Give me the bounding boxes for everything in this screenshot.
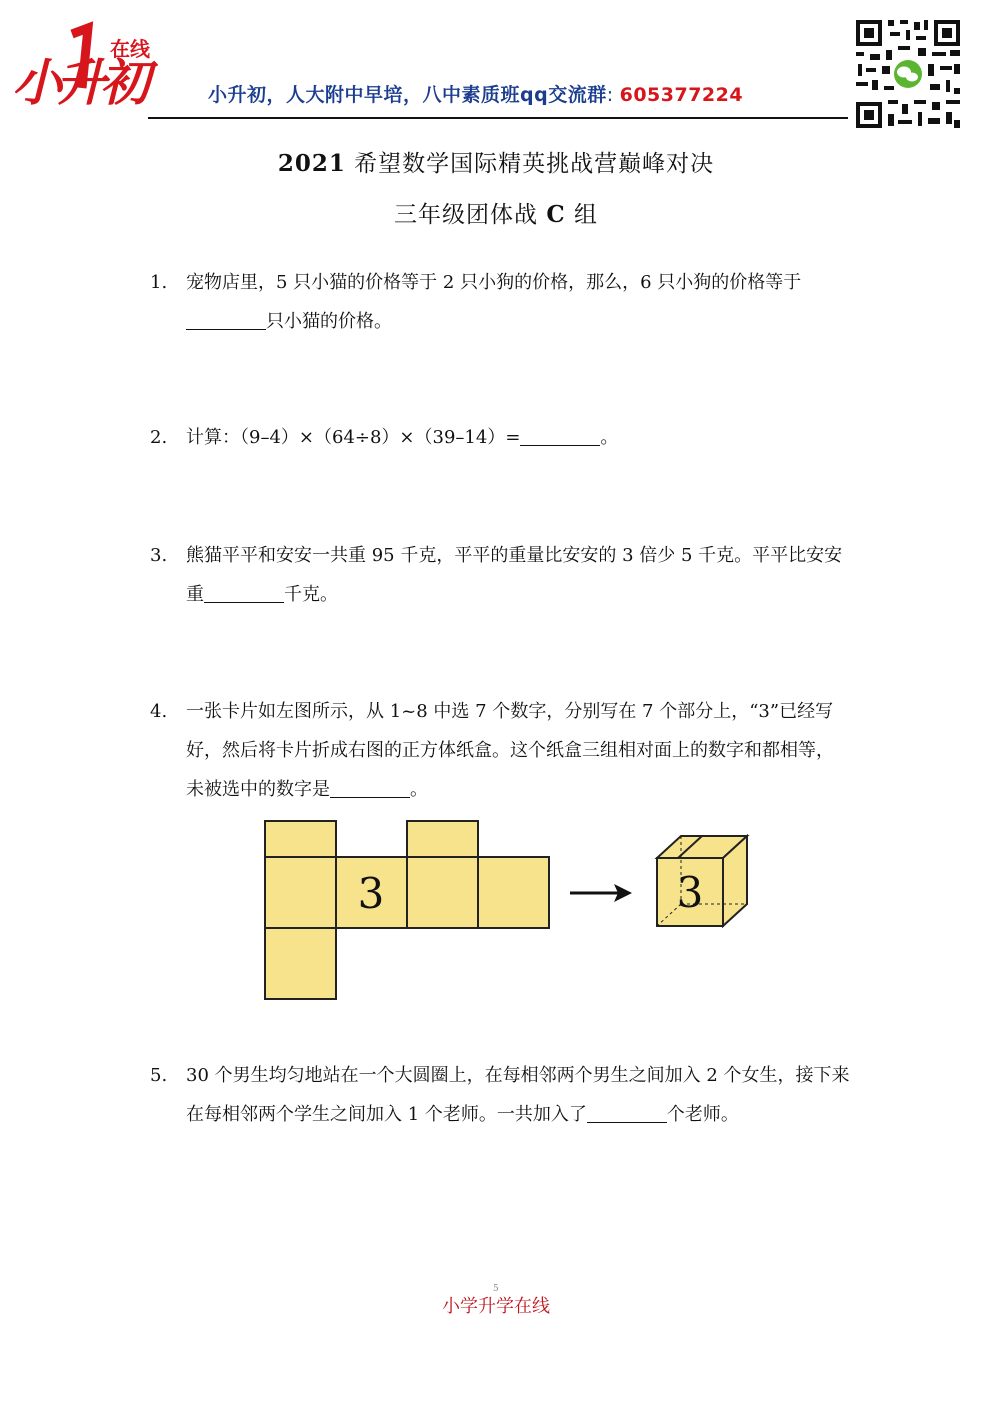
net-face-left bbox=[265, 857, 336, 928]
question-1 bbox=[150, 263, 850, 341]
question-text: 宠物店里，5 只小猫的价格等于 2 只小狗的价格，那么，6 只小狗的价格等于 bbox=[186, 272, 802, 293]
answer-blank[interactable] bbox=[330, 775, 410, 798]
question-number: 4. bbox=[150, 701, 168, 722]
answer-blank[interactable] bbox=[204, 580, 284, 603]
page-subtitle bbox=[0, 196, 992, 229]
xiaoshengchu-logo bbox=[10, 18, 170, 108]
cube-label: 3 bbox=[676, 868, 704, 917]
net-label: 3 bbox=[357, 869, 385, 918]
qr-code-icon bbox=[852, 16, 964, 132]
footer-text: 小学升学在线 bbox=[442, 1296, 550, 1317]
question-text: 熊猫平平和安安一共重 95 千克，平平的重量比安安的 3 倍少 5 千克。平平比安安重 bbox=[186, 545, 843, 605]
question-text-after: 。 bbox=[600, 427, 619, 448]
title-text: 希望数学国际精英挑战营巅峰对决 bbox=[345, 151, 715, 177]
net-face-right bbox=[478, 857, 549, 928]
question-3 bbox=[150, 536, 850, 614]
logo-sub-text: 在线 bbox=[110, 37, 150, 61]
question-text-after: 个老师。 bbox=[666, 1104, 739, 1125]
question-5 bbox=[150, 1056, 850, 1134]
cube-net-figure bbox=[262, 818, 762, 1004]
question-2 bbox=[150, 418, 850, 457]
question-number: 3. bbox=[150, 545, 168, 566]
subtitle-part-a: 三年级团体战 bbox=[394, 202, 547, 228]
header-banner bbox=[208, 80, 743, 107]
header-rule bbox=[148, 117, 848, 119]
net-face-top-left bbox=[265, 821, 336, 857]
answer-blank[interactable] bbox=[520, 423, 600, 446]
answer-blank[interactable] bbox=[587, 1100, 667, 1123]
subtitle-part-c: 组 bbox=[565, 202, 598, 228]
question-number: 2. bbox=[150, 427, 168, 448]
banner-text: 小升初，人大附中早培，八中素质班qq交流群 bbox=[208, 84, 607, 106]
answer-blank[interactable] bbox=[186, 307, 266, 330]
logo-main-text: 小升初 bbox=[12, 54, 144, 108]
net-face-middle bbox=[407, 857, 478, 928]
question-text: 计算：（9–4）×（64÷8）×（39–14）= bbox=[186, 427, 521, 448]
subtitle-group-letter: C bbox=[546, 201, 566, 228]
net-faces bbox=[265, 821, 549, 999]
banner-colon: : bbox=[606, 84, 614, 106]
question-text-after: 千克。 bbox=[284, 584, 338, 605]
banner-qq-number: 605377224 bbox=[619, 84, 744, 106]
question-text: 30 个男生均匀地站在一个大圆圈上，在每相邻两个男生之间加入 2 个女生，接下来在每相邻两个学生之间加入 1 个老师。一共加入了 bbox=[186, 1065, 850, 1125]
question-text-after: 。 bbox=[410, 779, 428, 800]
question-number: 5. bbox=[150, 1065, 168, 1086]
question-4 bbox=[150, 692, 850, 809]
question-text-after: 只小猫的价格。 bbox=[266, 311, 392, 332]
title-year: 2021 bbox=[277, 150, 346, 177]
page-title bbox=[0, 145, 992, 178]
net-face-top-right bbox=[407, 821, 478, 857]
question-number: 1. bbox=[150, 272, 168, 293]
net-face-bottom bbox=[265, 928, 336, 999]
question-text: 一张卡片如左图所示，从 1~8 中选 7 个数字，分别写在 7 个部分上，“3”已经写好，然后将卡片折成右图的正方体纸盒。这个纸盒三组相对面上的数字和都相等，未被选中的数字是 bbox=[186, 701, 834, 800]
page-number: 5 bbox=[493, 1284, 499, 1294]
